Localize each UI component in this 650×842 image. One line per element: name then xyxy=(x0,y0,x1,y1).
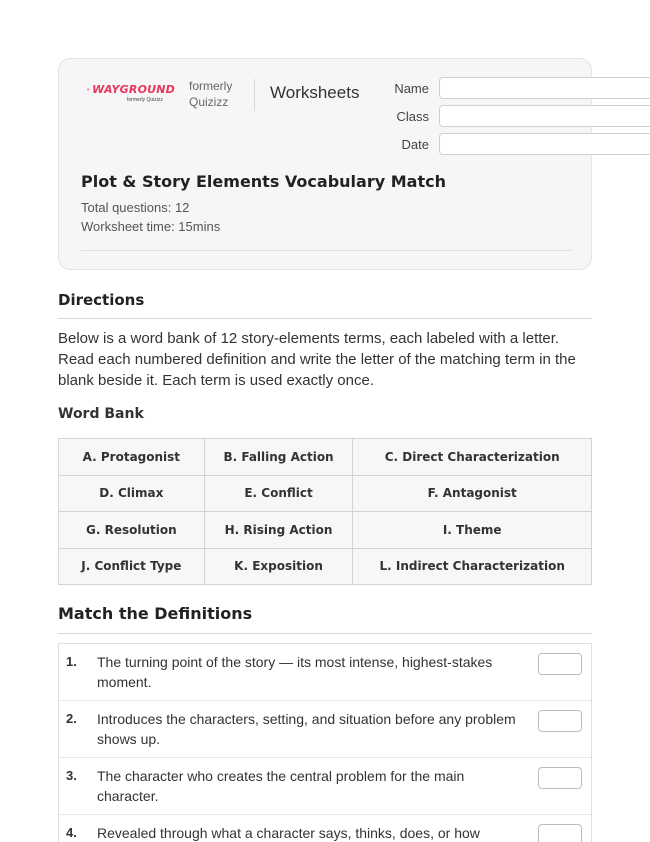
word-bank-term: E. Conflict xyxy=(204,475,353,512)
question-text: Introduces the characters, setting, and situation before any problem shows up. xyxy=(97,711,516,747)
word-bank-row xyxy=(59,439,592,476)
match-heading: Match the Definitions xyxy=(58,604,253,623)
answer-box[interactable] xyxy=(538,824,582,842)
word-bank-term: C. Direct Characterization xyxy=(353,439,592,476)
class-input[interactable] xyxy=(439,105,650,127)
directions-rule xyxy=(58,318,592,319)
word-bank-term: A. Protagonist xyxy=(59,439,205,476)
card-divider xyxy=(81,250,571,251)
word-bank-term: F. Antagonist xyxy=(353,475,592,512)
question-text: The character who creates the central problem for the main character. xyxy=(97,768,465,804)
directions-heading: Directions xyxy=(58,291,145,309)
list-item xyxy=(59,701,591,758)
class-label: Class xyxy=(396,108,429,124)
worksheet-title: Plot & Story Elements Vocabulary Match xyxy=(81,172,446,191)
logo-text: WAYGROUND xyxy=(92,83,175,96)
word-bank-row xyxy=(59,475,592,512)
worksheet-header-card xyxy=(58,58,592,270)
question-number: 3. xyxy=(66,768,77,783)
answer-box[interactable] xyxy=(538,767,582,789)
question-number: 4. xyxy=(66,825,77,840)
question-number: 1. xyxy=(66,654,77,669)
date-field-row xyxy=(359,133,650,155)
date-input[interactable] xyxy=(439,133,650,155)
answer-box[interactable] xyxy=(538,710,582,732)
word-bank-row xyxy=(59,512,592,549)
header-divider xyxy=(254,79,255,111)
definition-list xyxy=(58,643,592,842)
question-text: Revealed through what a character says, thinks, does, or how xyxy=(97,825,480,841)
match-rule xyxy=(58,633,592,634)
word-bank-term: I. Theme xyxy=(353,512,592,549)
class-field-row xyxy=(359,105,650,127)
name-input[interactable] xyxy=(439,77,650,99)
word-bank-term: H. Rising Action xyxy=(204,512,353,549)
name-field-row xyxy=(359,77,650,99)
word-bank-term: J. Conflict Type xyxy=(59,548,205,585)
word-bank-term: D. Climax xyxy=(59,475,205,512)
word-bank-heading: Word Bank xyxy=(58,406,144,422)
worksheets-label: Worksheets xyxy=(270,83,360,102)
wayground-mark-icon xyxy=(87,84,90,95)
word-bank-term: K. Exposition xyxy=(204,548,353,585)
word-bank-table xyxy=(58,438,592,585)
list-item xyxy=(59,815,591,842)
word-bank-row xyxy=(59,548,592,585)
total-questions: Total questions: 12 xyxy=(81,200,190,215)
logo-subtext: formerly Quizizz xyxy=(127,97,163,103)
name-label: Name xyxy=(394,80,429,96)
formerly-quizizz-text: formerly Quizizz xyxy=(189,79,233,109)
answer-box[interactable] xyxy=(538,653,582,675)
directions-text: Below is a word bank of 12 story-elements terms, each labeled with a letter. Read each numbered definition and write the letter of the matching term in the blank beside it. Each term is used exactly once. xyxy=(58,330,576,389)
wayground-logo xyxy=(87,83,175,103)
word-bank-term: L. Indirect Characterization xyxy=(353,548,592,585)
worksheet-time: Worksheet time: 15mins xyxy=(81,219,221,234)
word-bank-term: B. Falling Action xyxy=(204,439,353,476)
list-item xyxy=(59,758,591,815)
question-text: The turning point of the story — its most intense, highest-stakes moment. xyxy=(97,654,493,690)
word-bank-term: G. Resolution xyxy=(59,512,205,549)
date-label: Date xyxy=(401,136,429,152)
question-number: 2. xyxy=(66,711,77,726)
list-item xyxy=(59,644,591,701)
